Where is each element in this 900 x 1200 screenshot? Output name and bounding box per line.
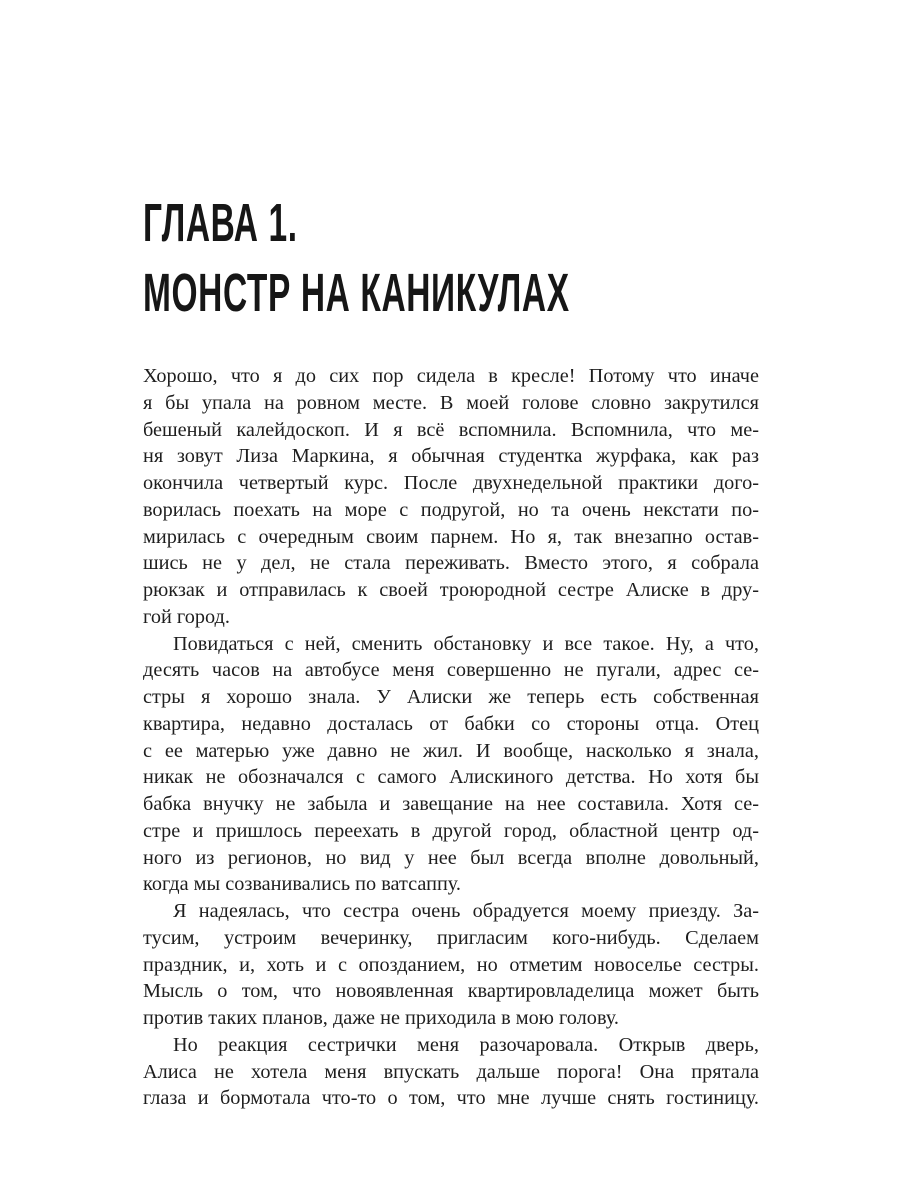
- text-line: окончила четвертый курс. После двухнедельной практики дого-: [143, 472, 759, 494]
- text-line: бешеный калейдоскоп. И я всё вспомнила. Вспомнила, что ме-: [143, 418, 759, 441]
- text-line: квартира, недавно досталась от бабки со стороны отца. Отец: [143, 712, 759, 735]
- text-line: никак не обозначался с самого Алискиного детства. Но хотя бы: [143, 766, 759, 789]
- text-line: рюкзак и отправилась к своей троюродной сестре Алиске в дру-: [143, 579, 759, 601]
- paragraph-start-line: Я надеялась, что сестра очень обрадуется моему приезду. За-: [173, 900, 759, 922]
- text-line: Алиса не хотела меня впускать дальше порога! Она прятала: [143, 1060, 759, 1083]
- chapter-body-text: [143, 363, 759, 1112]
- text-line: десять часов на автобусе меня совершенно не пугали, адрес се-: [143, 659, 759, 682]
- text-line: я бы упала на ровном месте. В моей голове словно закрутился: [143, 391, 759, 414]
- paragraph-end-line: гой город.: [143, 605, 230, 628]
- text-line: шись не у дел, не стала переживать. Вместо этого, я собрала: [143, 552, 759, 575]
- text-line: ня зовут Лиза Маркина, я обычная студентка журфака, как раз: [143, 445, 759, 468]
- chapter-number: ГЛАВА 1.: [143, 193, 298, 253]
- chapter-title: [143, 188, 831, 328]
- text-line: мирилась с очередным своим парнем. Но я, так внезапно остав-: [143, 525, 759, 548]
- text-line: с ее матерью уже давно не жил. И вообще, насколько я знала,: [143, 739, 759, 762]
- text-line: ворилась поехать на море с подругой, но та очень некстати по-: [143, 498, 759, 521]
- text-line: Мысль о том, что новоявленная квартировладелица может быть: [143, 980, 759, 1003]
- paragraph-end-line: против таких планов, даже не приходила в мою голову.: [143, 1007, 620, 1029]
- chapter-name: МОНСТР НА КАНИКУЛАХ: [143, 263, 570, 323]
- text-line: Хорошо, что я до сих пор сидела в кресле! Потому что иначе: [143, 365, 759, 387]
- text-line: праздник, и, хоть и с опозданием, но отметим новоселье сестры.: [143, 953, 759, 976]
- text-line: бабка внучку не забыла и завещание на нее составила. Хотя се-: [143, 793, 759, 815]
- text-line: ного из регионов, но вид у нее был всегда вполне довольный,: [143, 846, 759, 869]
- text-line: стре и пришлось переехать в другой город, областной центр од-: [143, 819, 759, 842]
- text-line: тусим, устроим вечеринку, пригласим кого-нибудь. Сделаем: [143, 926, 759, 949]
- text-line: глаза и бормотала что-то о том, что мне лучше снять гостиницу.: [143, 1087, 759, 1110]
- text-line: стры я хорошо знала. У Алиски же теперь есть собственная: [143, 686, 759, 708]
- paragraph-end-line: когда мы созванивались по ватсаппу.: [143, 873, 461, 896]
- paragraph-start-line: Но реакция сестрички меня разочаровала. Открыв дверь,: [173, 1033, 759, 1056]
- paragraph-start-line: Повидаться с ней, сменить обстановку и все такое. Ну, а что,: [173, 632, 759, 655]
